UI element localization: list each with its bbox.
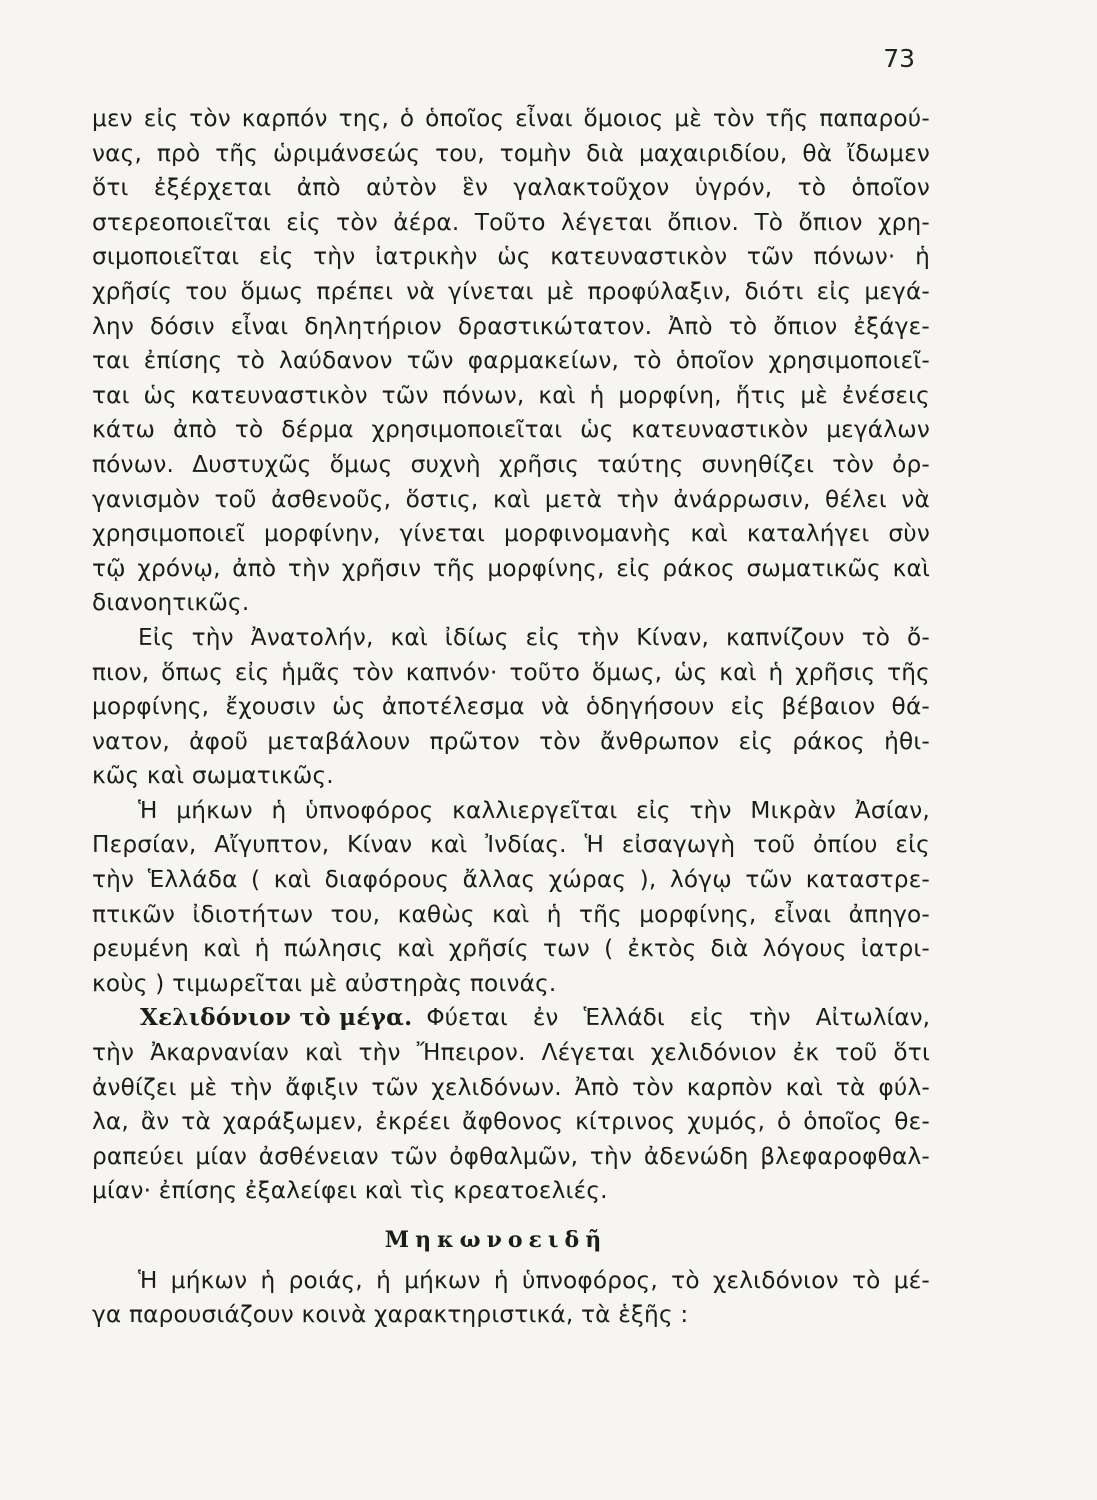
text-line: ὅτι ἐξέρχεται ἀπὸ αὐτὸν ἓν γαλακτοῦχον ὑγρόν, τὸ ὁποῖον bbox=[92, 174, 930, 202]
text-line: τὴν Ἑλλάδα ( καὶ διαφόρους ἄλλας χώρας ), λόγῳ τῶν καταστρε- bbox=[92, 866, 930, 894]
text-line: Ἡ μήκων ἡ ὑπνοφόρος καλλιεργεῖται εἰς τὴν Μικρὰν Ἀσίαν, bbox=[138, 796, 930, 824]
text-line: πτικῶν ἰδιοτήτων του, καθὼς καὶ ἡ τῆς μορφίνης, εἶναι ἀπηγο- bbox=[92, 900, 930, 928]
text-line: κοὺς ) τιμωρεῖται μὲ αὐστηρὰς ποινάς. bbox=[92, 969, 557, 997]
text-line: νατον, ἀφοῦ μεταβάλουν πρῶτον τὸν ἄνθρωπον εἰς ράκος ἠθι- bbox=[92, 727, 930, 755]
text-line: σιμοποιεῖται εἰς τὴν ἰατρικὴν ὡς κατευναστικὸν τῶν πόνων· ἡ bbox=[92, 243, 930, 271]
text-line: μεν εἰς τὸν καρπόν της, ὁ ὁποῖος εἶναι ὅμοιος μὲ τὸν τῆς παπαρού- bbox=[92, 105, 930, 132]
text-line: μίαν· ἐπίσης ἐξαλείφει καὶ τὶς κρεατοελιές. bbox=[92, 1177, 608, 1205]
text-line: κῶς καὶ σωματικῶς. bbox=[92, 762, 334, 790]
text-line: τὴν Ἀκαρνανίαν καὶ τὴν Ἤπειρον. Λέγεται χελιδόνιον ἐκ τοῦ ὅτι bbox=[92, 1039, 930, 1067]
text-line: γανισμὸν τοῦ ἀσθενοῦς, ὅστις, καὶ μετὰ τὴν ἀνάρρωσιν, θέλει νὰ bbox=[92, 485, 930, 513]
text-line: Εἰς τὴν Ἀνατολήν, καὶ ἰδίως εἰς τὴν Κίναν, καπνίζουν τὸ ὄ- bbox=[138, 623, 930, 651]
text-line: κάτω ἀπὸ τὸ δέρμα χρησιμοποιεῖται ὡς κατευναστικὸν μεγάλων bbox=[92, 416, 930, 444]
text-line: ρευμένη καὶ ἡ πώλησις καὶ χρῆσίς των ( ἐκτὸς διὰ λόγους ἰατρι- bbox=[92, 935, 930, 963]
paragraph-chelidonium bbox=[92, 1001, 930, 1209]
text-line: χρῆσίς του ὅμως πρέπει νὰ γίνεται μὲ προφύλαξιν, διότι εἰς μεγά- bbox=[92, 277, 930, 305]
text-line: νας, πρὸ τῆς ὡριμάνσεώς του, τομὴν διὰ μαχαιριδίου, θὰ ἴδωμεν bbox=[92, 139, 930, 167]
chelidonium-first-line bbox=[92, 1001, 930, 1036]
paragraph-cultivation bbox=[92, 794, 930, 1002]
text-line: τῷ χρόνῳ, ἀπὸ τὴν χρῆσιν τῆς μορφίνης, εἰς ράκος σωματικῶς καὶ bbox=[92, 554, 930, 582]
text-line: λην δόσιν εἶναι δηλητήριον δραστικώτατον. Ἀπὸ τὸ ὄπιον ἐξάγε- bbox=[92, 312, 930, 340]
text-line: χρησιμοποιεῖ μορφίνην, γίνεται μορφινομανὴς καὶ καταλήγει σὺν bbox=[92, 520, 930, 548]
text-line: διανοητικῶς. bbox=[92, 589, 250, 617]
text-line: πιον, ὅπως εἰς ἡμᾶς τὸν καπνόν· τοῦτο ὅμως, ὡς καὶ ἡ χρῆσις τῆς bbox=[92, 658, 930, 686]
text-line: στερεοποιεῖται εἰς τὸν ἀέρα. Τοῦτο λέγεται ὄπιον. Τὸ ὄπιον χρη- bbox=[92, 208, 930, 236]
paragraph-papaveraceae bbox=[92, 1264, 930, 1333]
chelidonium-heading: Χελιδόνιον τὸ μέγα. bbox=[140, 1004, 413, 1032]
text-line: μορφίνης, ἔχουσιν ὡς ἀποτέλεσμα νὰ ὁδηγήσουν εἰς βέβαιον θά- bbox=[92, 693, 930, 721]
text-line: ραπεύει μίαν ἀσθένειαν τῶν ὀφθαλμῶν, τὴν ἀδενώδη βλεφαροφθαλ- bbox=[92, 1142, 930, 1170]
page-number: 73 bbox=[883, 44, 915, 73]
text-line: πόνων. Δυστυχῶς ὅμως συχνὴ χρῆσις ταύτης συνηθίζει τὸν ὀρ- bbox=[92, 450, 930, 478]
paragraph-opium bbox=[92, 102, 930, 621]
text-line: ται ὡς κατευναστικὸν τῶν πόνων, καὶ ἡ μορφίνη, ἥτις μὲ ἐνέσεις bbox=[92, 381, 930, 409]
section-title: Μηκωνοειδῆ bbox=[384, 1227, 608, 1253]
text-line: Περσίαν, Αἴγυπτον, Κίναν καὶ Ἰνδίας. Ἡ εἰσαγωγὴ τοῦ ὀπίου εἰς bbox=[92, 831, 930, 859]
body-text bbox=[92, 102, 930, 1333]
text-line: λα, ἂν τὰ χαράξωμεν, ἐκρέει ἄφθονος κίτρινος χυμός, ὁ ὁποῖος θε- bbox=[92, 1108, 930, 1136]
text-line: Ἡ μήκων ἡ ροιάς, ἡ μήκων ἡ ὑπνοφόρος, τὸ χελιδόνιον τὸ μέ- bbox=[138, 1266, 930, 1294]
text-line: γα παρουσιάζουν κοινὰ χαρακτηριστικά, τὰ ἑξῆς : bbox=[92, 1301, 689, 1329]
paragraph-east bbox=[92, 621, 930, 794]
text-line: ἀνθίζει μὲ τὴν ἄφιξιν τῶν χελιδόνων. Ἀπὸ τὸν καρπὸν καὶ τὰ φύλ- bbox=[92, 1073, 930, 1101]
text-line: Φύεται ἐν Ἑλλάδι εἰς τὴν Αἰτωλίαν, bbox=[426, 1004, 930, 1032]
text-line: ται ἐπίσης τὸ λαύδανον τῶν φαρμακείων, τὸ ὁποῖον χρησιμοποιεῖ- bbox=[92, 347, 930, 375]
